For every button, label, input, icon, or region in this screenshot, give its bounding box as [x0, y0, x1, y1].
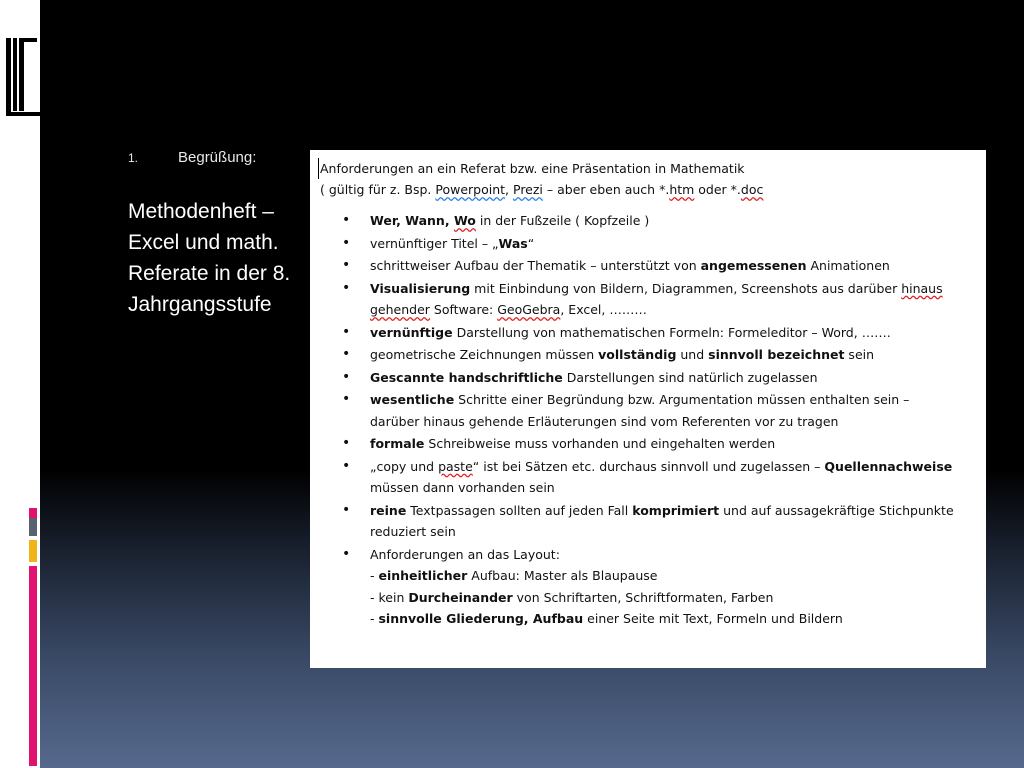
subtitle-text: ( gültig für z. Bsp. [320, 182, 436, 197]
embedded-document-screenshot [310, 150, 986, 668]
list-item: • Wer, Wann, Wo in der Fußzeile ( Kopfzeile ) [320, 210, 976, 232]
document-subtitle [320, 179, 976, 200]
bullet-icon: • [342, 435, 351, 451]
list-item: • Visualisierung mit Einbindung von Bildern, Diagrammen, Screenshots aus darüber hinaus gehender Software: GeoGebra, Excel, ……… [342, 279, 943, 317]
bullet-icon: • [342, 279, 351, 296]
bullet-icon: • [342, 234, 351, 251]
bullet-icon: • [342, 212, 351, 228]
gray-accent-bar [29, 518, 37, 536]
pink-accent-bar-long [29, 566, 37, 766]
bullet-icon: • [342, 368, 351, 385]
subtitle-htm: htm [669, 182, 695, 197]
list-item: • formale Schreibweise muss vorhanden und eingehalten werden [320, 433, 976, 455]
list-item: • schrittweiser Aufbau der Thematik – unterstützt von angemessenen Animationen [320, 255, 976, 277]
bullet-icon: • [342, 545, 351, 562]
list-item: • geometrische Zeichnungen müssen vollständig und sinnvoll bezeichnet sein [320, 344, 976, 366]
list-item: • Anforderungen an das Layout: - einheitlicher Aufbau: Master als Blaupause - kein Durcheinander von Schriftarten, Schriftformaten, Farben - sinnvolle Gliederung, Aufbau einer Seite mit Text, Formeln und Bildern [342, 545, 843, 626]
bullet-icon: • [342, 457, 351, 474]
bullet-icon: • [342, 257, 351, 273]
list-item: • Gescannte handschriftliche Darstellungen sind natürlich zugelassen [320, 367, 976, 389]
list-item: • vernünftige Darstellung von mathematischen Formeln: Formeleditor – Word, ……. [320, 322, 976, 344]
subtitle-text: oder *. [694, 182, 741, 197]
sub-list-number: 1. [128, 151, 139, 165]
stacked-pages-icon [4, 28, 40, 124]
list-item: • vernünftiger Titel – „Was“ [320, 233, 976, 255]
bullet-icon: • [342, 323, 351, 340]
bullet-icon: • [342, 501, 351, 518]
list-item: • „copy und paste“ ist bei Sätzen etc. durchaus sinnvoll und zugelassen – Quellennachweise müssen dann vorhanden sein [342, 457, 953, 495]
sub-list-item [128, 149, 256, 166]
requirements-list [320, 210, 976, 630]
sub-list-label: Begrüßung: [178, 149, 257, 166]
subtitle-prezi: Prezi [513, 182, 543, 197]
subtitle-doc: doc [740, 182, 764, 197]
subtitle-separator: , [505, 182, 513, 197]
yellow-accent-bar [29, 540, 37, 562]
slide-heading: Methodenheft – Excel und math. Referate in der 8. Jahrgangsstufe [128, 200, 291, 316]
document-title: Anforderungen an ein Referat bzw. eine Präsentation in Mathematik [318, 158, 976, 179]
list-item: • wesentliche Schritte einer Begründung bzw. Argumentation müssen enthalten sein – darüber hinaus gehende Erläuterungen sind vom Referenten vor zu tragen [342, 391, 910, 429]
bullet-icon: • [342, 346, 351, 362]
subtitle-powerpoint: Powerpoint [435, 182, 506, 197]
list-item: • reine Textpassagen sollten auf jeden Fall komprimiert und auf aussagekräftige Stichpunkte reduziert sein [342, 501, 954, 539]
subtitle-text: – aber eben auch *. [542, 182, 670, 197]
bullet-icon: • [342, 391, 351, 407]
